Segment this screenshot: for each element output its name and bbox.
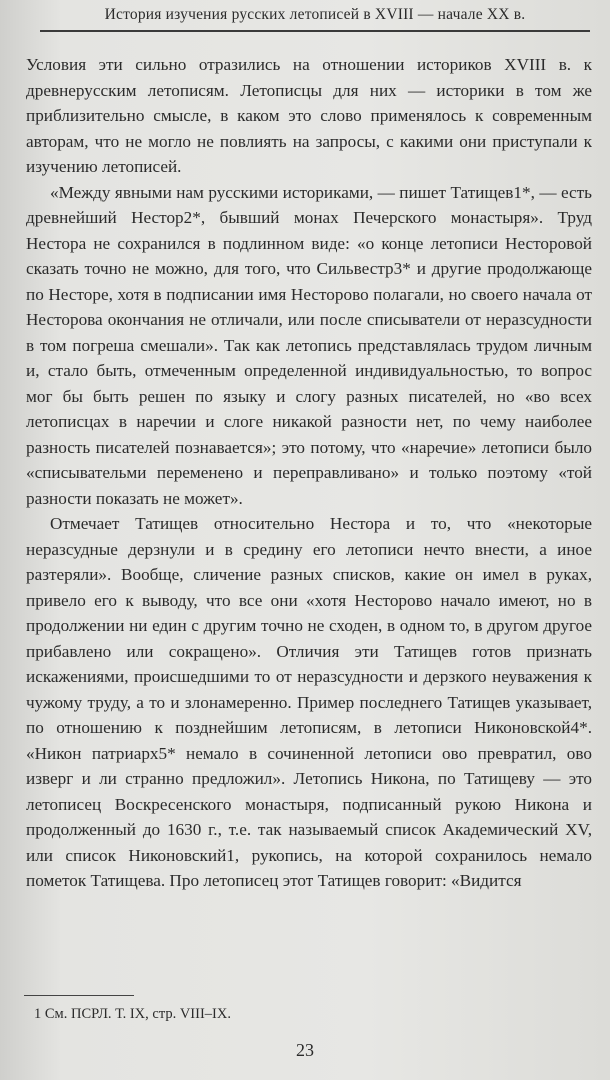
running-header: История изучения русских летописей в XVIII — начале XX в.: [40, 6, 590, 32]
page-number: 23: [296, 1040, 314, 1060]
paragraph-1: Условия эти сильно отразились на отношении историков XVIII в. к древнерусским летописям. Летописцы для них — историки в том же приблизительно смысле, в каком это слово применялось к современным авторам, что не могло не повлиять на запросы, с какими они приступали к изучению летописей.: [26, 55, 592, 176]
footnote-rule: [24, 995, 134, 996]
paragraph-2: «Между явными нам русскими историками, — пишет Татищев1*, — есть древнейший Нестор2*, бывший монах Печерского монастыря». Труд Нестора не сохранился в подлинном виде: «о конце летописи Несторовой сказать точно не можно, для того, что Сильвестр3* и другие продолжающе по Несторе, хотя в подписании имя Несторово полагали, но своего начала от Несторова окончания не отличали, или после списыватели от неразсудности в том погреша смешали». Так как летопись представлялась трудом личным и, стало быть, отмеченным определенной индивидуальностью, то вопрос мог бы быть решен по языку и слогу разных писателей, но «во всех летописцах в наречии и слоге никакой разности нет, по чему наиболее разность писателей познавается»; это потому, что «наречие» летописи было «списывательми переменено и переправливано» и только поэтому «той разности показать не может».: [26, 182, 592, 508]
paragraph-3: Отмечает Татищев относительно Нестора и то, что «некоторые неразсудные дерзнули и в средину его летописи нечто внести, а иное разтеряли». Вообще, сличение разных списков, какие он имел в руках, привело его к выводу, что все они «хотя Несторово начало имеют, но в продолжении ни един с другим точно не сходен, в одном то, в другом другое прибавлено или сокращено». Отличия эти Татищев готов признать искажениями, происшедшими то от неразсудности и дерзкого неуважения к чужому труду, а то и злонамеренно. Пример последнего Татищев указывает, по отношению к позднейшим летописям, в летописи Никоновской4*. «Никон патриарх5* немало в сочиненной летописи ово превратил, ово изверг и ли странно предложил». Летопись Никона, по Татищеву — это летописец Воскресенского монастыря, подписанный рукою Никона и продолженный до 1630 г., т.е. так называемый список Академический XV, или список Никоновский1, рукопись, на которой сохранилось немало пометок Татищева. Про летописец этот Татищев говорит: «Видится: [26, 514, 592, 890]
main-text: [26, 52, 592, 894]
footnote: 1 См. ПСРЛ. Т. IX, стр. VIII–IX.: [34, 1006, 231, 1022]
